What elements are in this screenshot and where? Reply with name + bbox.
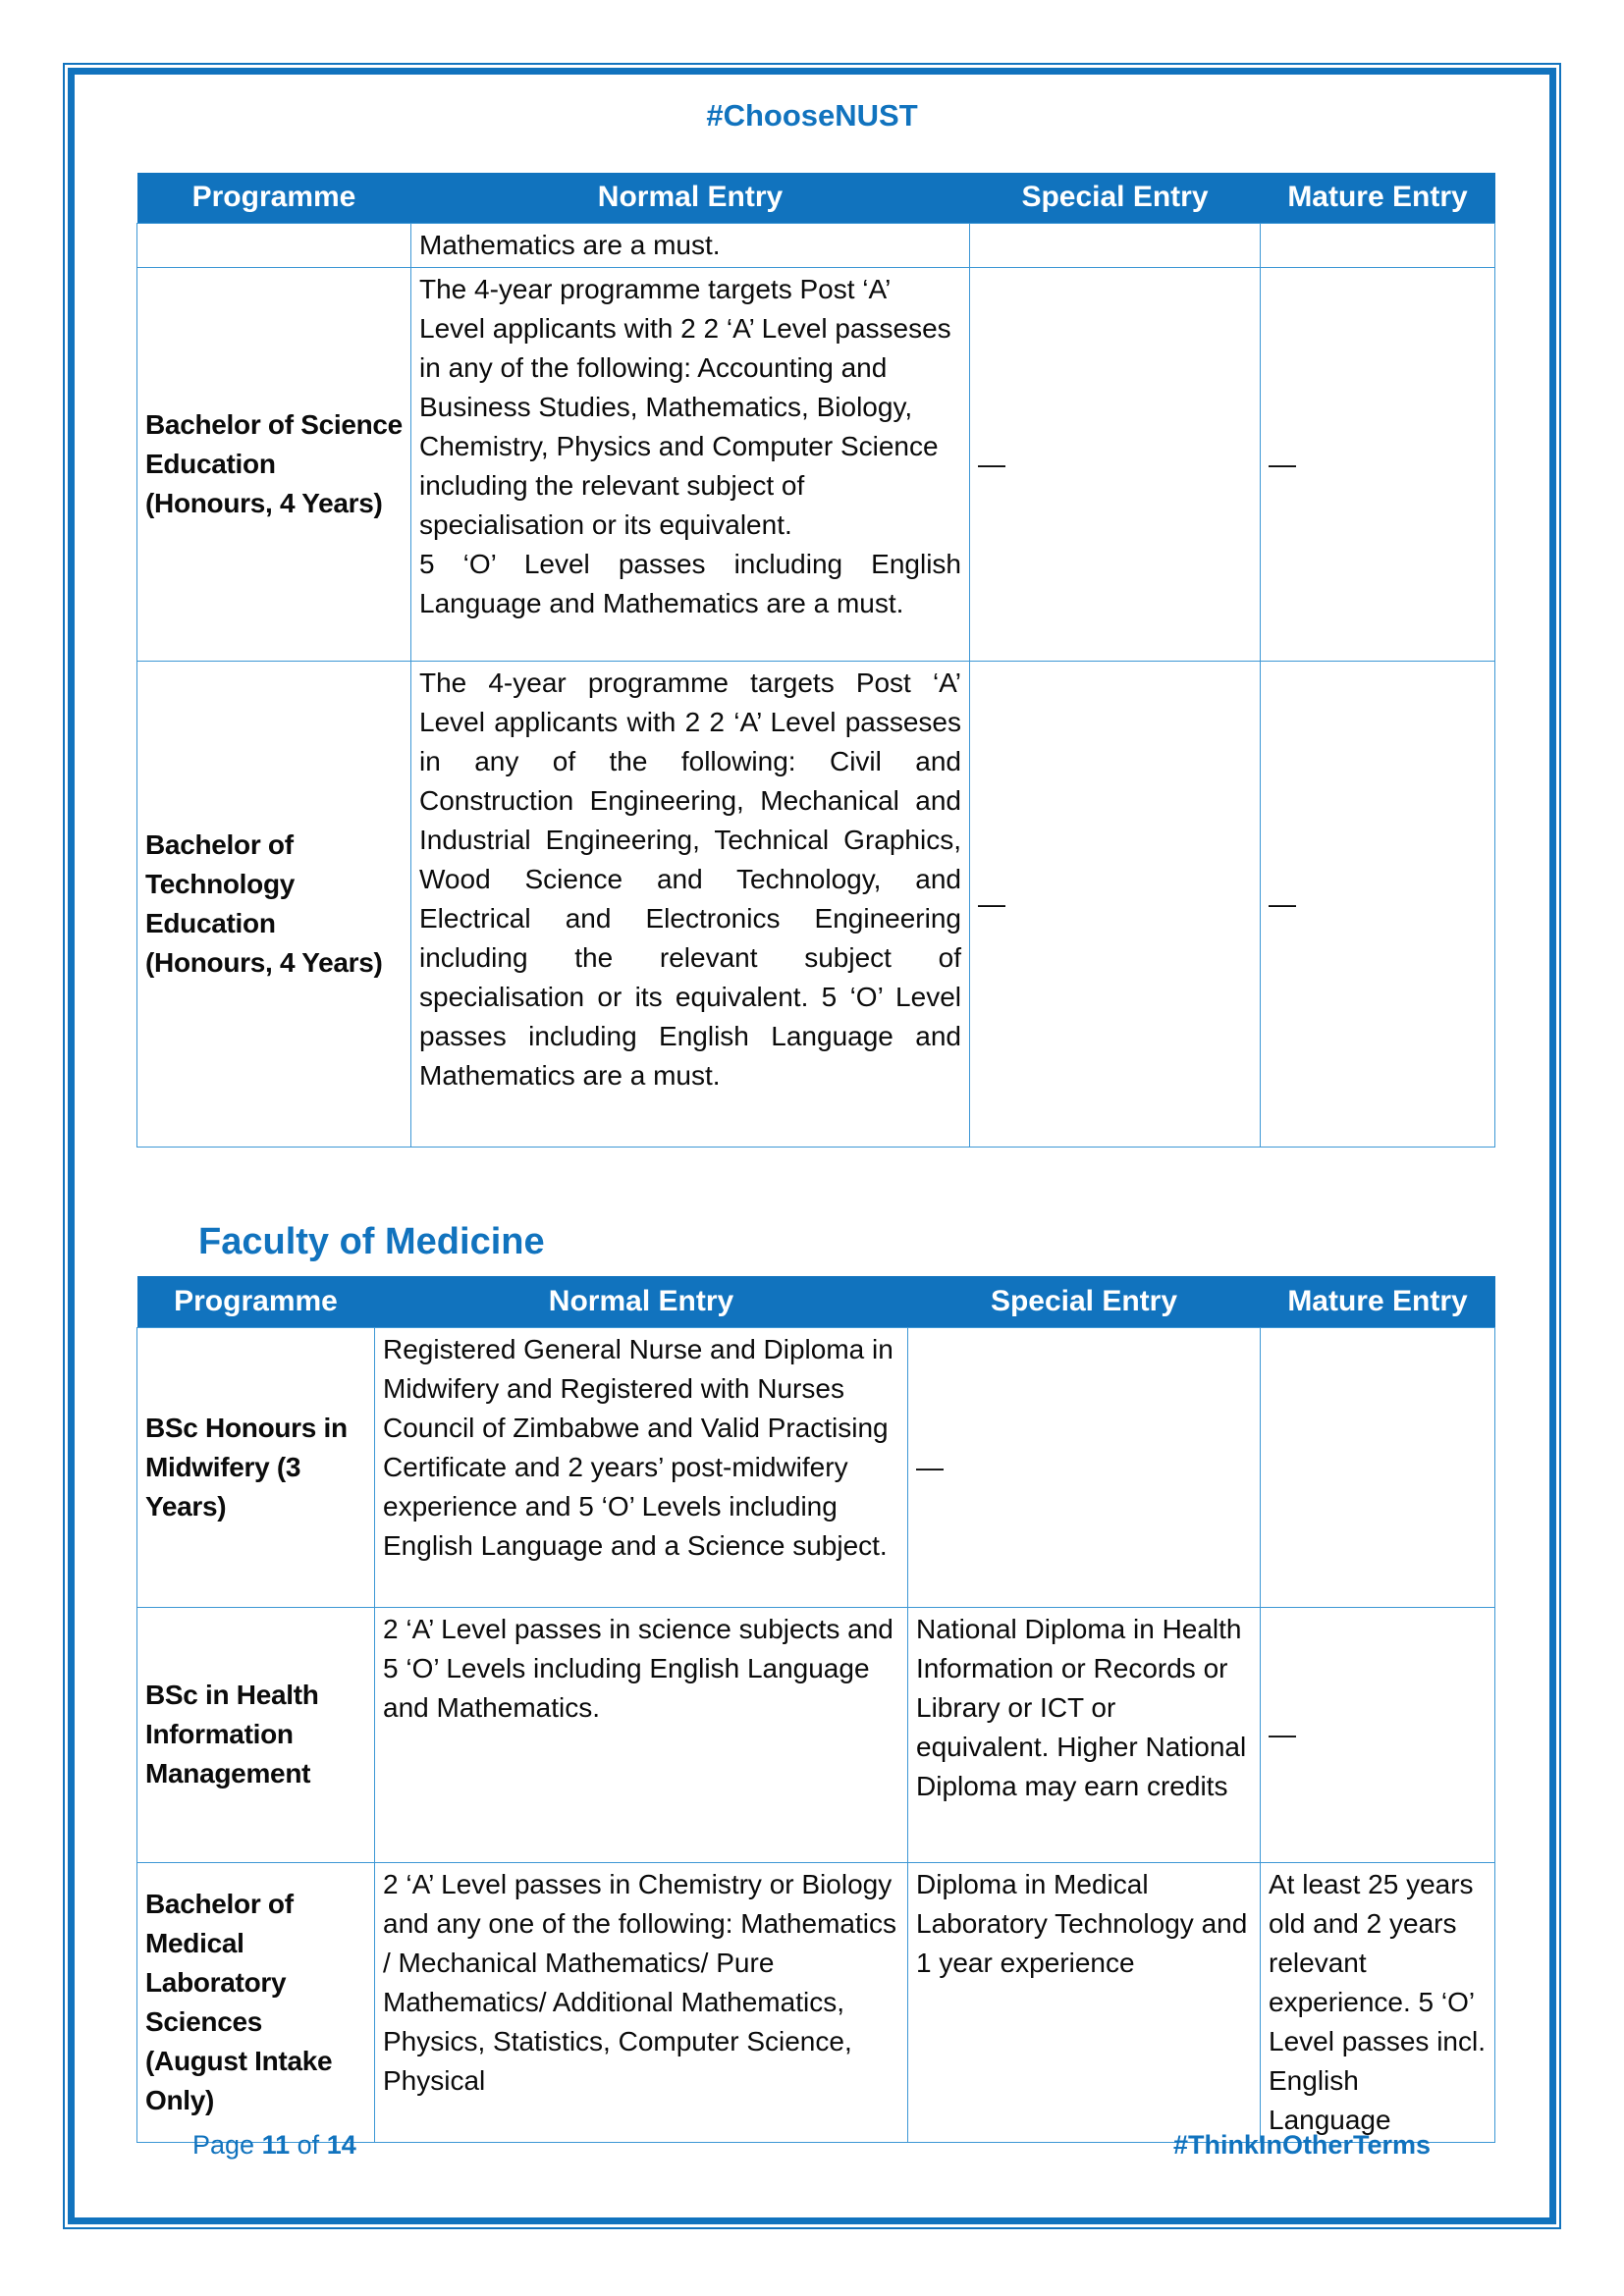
column-header-programme: Programme	[137, 1276, 375, 1327]
column-header-programme: Programme	[137, 173, 411, 223]
table-row-technology-education	[137, 661, 1495, 1147]
page-number-indicator	[192, 2130, 356, 2161]
normal-entry-cell: Registered General Nurse and Diploma in Midwifery and Registered with Nurses Council of Zimbabwe and Valid Practising Certificate and 2 years’ post-midwifery experience and 5 ‘O’ Levels including English Language and a Science subject.	[375, 1327, 908, 1607]
header-hashtag: #ChooseNUST	[706, 98, 918, 133]
table-row-medical-laboratory	[137, 1862, 1495, 2142]
special-entry-cell: —	[970, 267, 1261, 661]
mature-entry-cell: —	[1261, 267, 1495, 661]
normal-entry-cell	[411, 661, 970, 1147]
column-header-normal-entry: Normal Entry	[375, 1276, 908, 1327]
column-header-mature-entry: Mature Entry	[1261, 173, 1495, 223]
faculty-of-medicine-heading: Faculty of Medicine	[198, 1221, 545, 1262]
education-requirements-table	[136, 173, 1495, 1148]
programme-cell: BSc Honours in Midwifery (3 Years)	[137, 1327, 375, 1607]
mature-entry-cell	[1261, 1327, 1495, 1607]
table-row-science-education	[137, 267, 1495, 661]
footer-hashtag: #ThinkInOtherTerms	[1172, 2130, 1431, 2160]
mature-entry-cell: —	[1261, 661, 1495, 1147]
special-entry-cell	[970, 223, 1261, 267]
table-row-continuation	[137, 223, 1495, 267]
medicine-requirements-table	[136, 1276, 1495, 2143]
normal-entry-paragraph: The 4-year programme targets Post ‘A’ Level applicants with 2 2 ‘A’ Level passeses in any of the following: Civil and Construction Engineering, Mechanical and Industrial Engineering, Technical Graphics, Wood Science and Technology, and Electrical and Electronics Engineering including the relevant subject of specialisation or its equivalent. 5 ‘O’ Level passes including English Language and Mathematics are a must.	[419, 667, 961, 1091]
page-number: 11	[261, 2130, 291, 2160]
mature-entry-cell	[1261, 223, 1495, 267]
normal-entry-cell: 2 ‘A’ Level passes in Chemistry or Biology and any one of the following: Mathematics / Mechanical Mathematics/ Pure Mathematics/ Additional Mathematics, Physics, Statistics, Computer Science, Physical	[375, 1862, 908, 2142]
column-header-special-entry: Special Entry	[970, 173, 1261, 223]
mature-entry-cell: —	[1261, 1607, 1495, 1862]
of-label: of	[297, 2130, 320, 2160]
special-entry-cell: —	[908, 1327, 1261, 1607]
normal-entry-paragraph: 5 ‘O’ Level passes including English Language and Mathematics are a must.	[419, 548, 961, 618]
table-row-midwifery	[137, 1327, 1495, 1607]
table-row-health-information	[137, 1607, 1495, 1862]
mature-entry-cell: At least 25 years old and 2 years relevant experience. 5 ‘O’ Level passes incl. English Language	[1261, 1862, 1495, 2142]
column-header-mature-entry: Mature Entry	[1261, 1276, 1495, 1327]
special-entry-cell: Diploma in Medical Laboratory Technology and 1 year experience	[908, 1862, 1261, 2142]
page-footer	[192, 2130, 1431, 2161]
column-header-special-entry: Special Entry	[908, 1276, 1261, 1327]
programme-cell: Bachelor of Medical Laboratory Sciences (August Intake Only)	[137, 1862, 375, 2142]
page-label: Page	[192, 2130, 255, 2160]
special-entry-cell: —	[970, 661, 1261, 1147]
page-total: 14	[326, 2130, 356, 2160]
programme-cell: BSc in Health Information Management	[137, 1607, 375, 1862]
programme-cell: Bachelor of Technology Education (Honours, 4 Years)	[137, 661, 411, 1147]
special-entry-cell: National Diploma in Health Information or Records or Library or ICT or equivalent. Higher National Diploma may earn credits	[908, 1607, 1261, 1862]
programme-cell: Bachelor of Science Education (Honours, 4 Years)	[137, 267, 411, 661]
column-header-normal-entry: Normal Entry	[411, 173, 970, 223]
table-header-row	[137, 1276, 1495, 1327]
table-header-row	[137, 173, 1495, 223]
normal-entry-cell: Mathematics are a must.	[411, 223, 970, 267]
normal-entry-cell	[411, 267, 970, 661]
normal-entry-cell: 2 ‘A’ Level passes in science subjects and 5 ‘O’ Levels including English Language and Mathematics.	[375, 1607, 908, 1862]
programme-cell	[137, 223, 411, 267]
normal-entry-paragraph: The 4-year programme targets Post ‘A’ Level applicants with 2 2 ‘A’ Level passeses in any of the following: Accounting and Business Studies, Mathematics, Biology, Chemistry, Physics and Computer Science including the relevant subject of specialisation or its equivalent.	[419, 273, 951, 540]
